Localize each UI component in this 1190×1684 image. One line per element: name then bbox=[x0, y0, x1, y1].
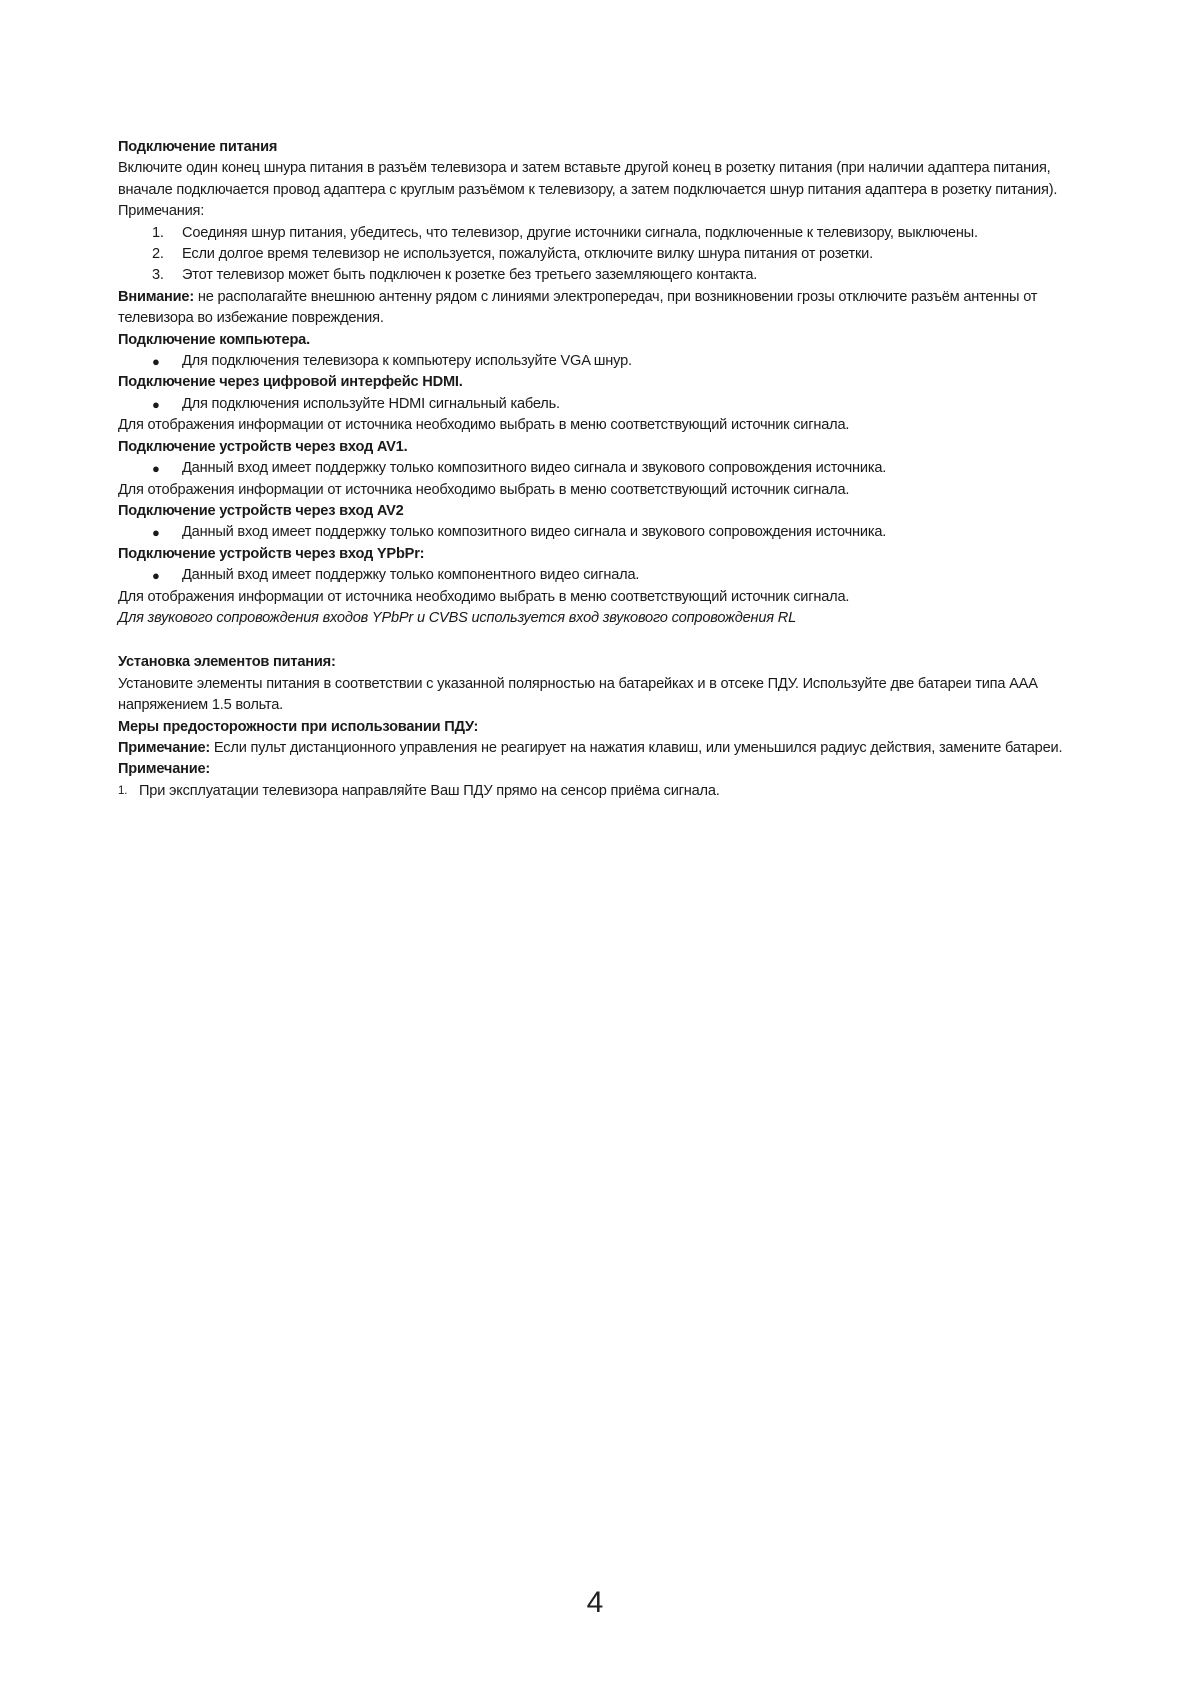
remote-note-text: Если пульт дистанционного управления не реагирует на нажатия клавиш, или уменьшился радиус действия, замените батареи. bbox=[210, 739, 1063, 756]
pc-bullet-item bbox=[152, 351, 1088, 372]
power-note-item bbox=[152, 223, 1088, 244]
item-number: 1. bbox=[152, 224, 164, 241]
remote-note2-label: Примечание: bbox=[118, 761, 211, 778]
bullet-text: Для подключения используйте HDMI сигнальный кабель. bbox=[182, 395, 560, 412]
warning-text: не располагайте внешнюю антенну рядом с линиями электропередач, при возникновении грозы отключите разъём антенны от телевизора во избежание повреждения. bbox=[118, 288, 1038, 327]
section-heading-battery: Установка элементов питания: bbox=[118, 654, 336, 671]
hdmi-note: Для отображения информации от источника необходимо выбрать в меню соответствующий источник сигнала. bbox=[118, 417, 850, 434]
av1-bullet-item bbox=[152, 458, 1088, 479]
remote-note-paragraph bbox=[118, 738, 1088, 759]
power-body: Включите один конец шнура питания в разъём телевизора и затем вставьте другой конец в розетку питания (при наличии адаптера питания, вначале подключается провод адаптера с круглым разъёмом к телевизору, а затем подключается шнур питания адаптера в розетку питания). bbox=[118, 160, 1058, 198]
bullet-text: Данный вход имеет поддержку только композитного видео сигнала и звукового сопровождения источника. bbox=[182, 460, 887, 477]
warning-paragraph bbox=[118, 287, 1088, 330]
page-number: 4 bbox=[586, 1586, 604, 1619]
bullet-icon: ● bbox=[152, 461, 160, 477]
warning-label: Внимание: bbox=[118, 288, 195, 305]
item-text: Соединяя шнур питания, убедитесь, что телевизор, другие источники сигнала, подключенные к телевизору, выключены. bbox=[182, 224, 978, 241]
remote-note-label: Примечание: bbox=[118, 739, 211, 756]
bullet-text: Данный вход имеет поддержку только компонентного видео сигнала. bbox=[182, 567, 640, 584]
item-text: Этот телевизор может быть подключен к розетке без третьего заземляющего контакта. bbox=[182, 267, 758, 284]
item-number: 2. bbox=[152, 246, 164, 263]
av1-note: Для отображения информации от источника необходимо выбрать в меню соответствующий источник сигнала. bbox=[118, 481, 850, 498]
ypbpr-bullet-item bbox=[152, 565, 1088, 586]
section-heading-av2: Подключение устройств через вход AV2 bbox=[118, 502, 404, 519]
bullet-icon: ● bbox=[152, 396, 160, 412]
bullet-icon: ● bbox=[152, 568, 160, 584]
bullet-icon: ● bbox=[152, 354, 160, 370]
hdmi-bullet-item bbox=[152, 394, 1088, 415]
item-number: 1. bbox=[118, 784, 128, 797]
section-heading-av1: Подключение устройств через вход AV1. bbox=[118, 438, 408, 455]
item-text: При эксплуатации телевизора направляйте Ваш ПДУ прямо на сенсор приёма сигнала. bbox=[139, 782, 720, 799]
section-heading-power: Подключение питания bbox=[118, 139, 278, 155]
document-body bbox=[118, 137, 1088, 802]
power-note-item bbox=[152, 244, 1088, 265]
section-heading-hdmi: Подключение через цифровой интерфейс HDMI. bbox=[118, 374, 463, 391]
ypbpr-italic-note: Для звукового сопровождения входов YPbPr и CVBS используется вход звукового сопровождения RL bbox=[118, 609, 797, 626]
section-spacer bbox=[118, 629, 1088, 652]
item-number: 3. bbox=[152, 267, 164, 284]
ypbpr-note: Для отображения информации от источника необходимо выбрать в меню соответствующий источник сигнала. bbox=[118, 588, 850, 605]
section-heading-remote: Меры предосторожности при использовании ПДУ: bbox=[118, 718, 479, 735]
bullet-icon: ● bbox=[152, 525, 160, 541]
bullet-text: Данный вход имеет поддержку только композитного видео сигнала и звукового сопровождения источника. bbox=[182, 524, 887, 541]
remote-note-item bbox=[118, 781, 1088, 802]
bullet-text: Для подключения телевизора к компьютеру используйте VGA шнур. bbox=[182, 353, 632, 370]
power-notes-label: Примечания: bbox=[118, 203, 205, 220]
section-heading-ypbpr: Подключение устройств через вход YPbPr: bbox=[118, 545, 425, 562]
av2-bullet-item bbox=[152, 522, 1088, 543]
section-heading-pc: Подключение компьютера. bbox=[118, 331, 310, 348]
power-note-item bbox=[152, 265, 1088, 286]
battery-body: Установите элементы питания в соответствии с указанной полярностью на батарейках и в отсеке ПДУ. Используйте две батареи типа ААА напряжением 1.5 вольта. bbox=[118, 675, 1038, 714]
item-text: Если долгое время телевизор не используется, пожалуйста, отключите вилку шнура питания от розетки. bbox=[182, 246, 873, 263]
